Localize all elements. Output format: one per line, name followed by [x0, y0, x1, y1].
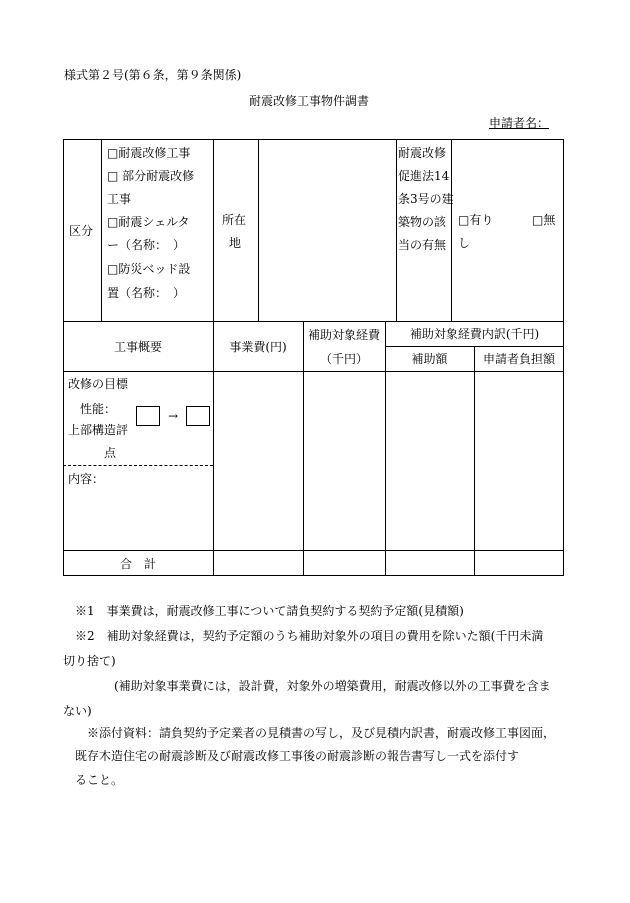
promotion-law-line4: 築物の該 — [398, 215, 447, 229]
note-1: ※1 事業費は，耐震改修工事について請負契約する契約予定額(見積額) — [75, 604, 464, 618]
arrow-icon: → — [168, 409, 179, 423]
score-before-box[interactable] — [136, 406, 160, 426]
checkbox-no[interactable]: □無 — [532, 213, 556, 227]
applicant-name-label: 申請者名： — [489, 116, 550, 130]
location-label-cont: 地 — [229, 236, 242, 250]
note-2-cont: 切り捨て) — [63, 654, 116, 668]
option-partial-retrofit-cont: 工事 — [107, 192, 132, 206]
checkbox-yes[interactable]: □有り — [458, 213, 494, 227]
col-divider — [451, 139, 452, 321]
option-disaster-bed-name: 置（名称： ） — [107, 286, 186, 300]
form-number: 様式第２号(第６条，第９条関係) — [64, 68, 242, 82]
header-subsidy-target: 補助対象経費 — [307, 328, 380, 342]
note-4-cont-2: ること。 — [75, 773, 124, 787]
note-4: ※添付資料：請負契約予定業者の見積書の写し，及び見積内訳書，耐震改修工事図面， — [87, 726, 556, 740]
header-applicant-burden: 申請者負担額 — [482, 352, 555, 366]
col-divider — [213, 139, 214, 576]
promotion-law-line5: 当の有無 — [398, 238, 447, 252]
note-2: ※2 補助対象経費は，契約予定額のうち補助対象外の項目の費用を除いた額(千円未満 — [75, 629, 544, 643]
note-3: (補助対象事業費には，設計費，対象外の増築費用，耐震改修以外の工事費を含ま — [114, 679, 551, 693]
note-4-cont: 既存木造住宅の耐震診断及び耐震改修工事後の耐震診断の報告書写し一式を添付す — [75, 749, 520, 763]
header-breakdown: 補助対象経費内訳(千円) — [409, 327, 540, 341]
header-work-summary: 工事概要 — [113, 340, 162, 354]
structure-score-label: 上部構造評 — [68, 423, 129, 437]
checkbox-no-cont: し — [458, 236, 471, 250]
row-divider — [63, 550, 564, 551]
total-label: 合 計 — [119, 557, 156, 571]
goal-label: 改修の目標 — [68, 377, 129, 391]
col-divider — [474, 346, 475, 576]
performance-label: 性能： — [80, 402, 117, 416]
option-seismic-shelter: □耐震シェルタ — [107, 215, 190, 229]
promotion-law-line3: 条3号の建 — [398, 192, 454, 206]
promotion-law-line1: 耐震改修 — [398, 146, 447, 160]
header-subsidy-target-unit: （千円） — [319, 352, 368, 366]
option-seismic-retrofit: □耐震改修工事 — [107, 146, 191, 160]
row-divider — [63, 321, 564, 322]
location-label: 所在 — [222, 213, 247, 227]
header-project-cost: 事業費(円) — [229, 340, 287, 354]
promotion-law-line2: 促進法14 — [398, 169, 450, 183]
col-divider — [396, 139, 397, 321]
option-partial-retrofit: □ 部分耐震改修 — [107, 169, 195, 183]
option-seismic-shelter-name: ー（名称： ） — [107, 238, 186, 252]
content-label: 内容： — [68, 472, 105, 486]
dashed-divider — [63, 465, 213, 466]
category-label: 区分 — [69, 224, 94, 238]
col-divider — [258, 139, 259, 321]
structure-score-label-cont: 点 — [104, 446, 117, 460]
note-3-cont: ない) — [63, 704, 92, 718]
score-after-box[interactable] — [186, 406, 210, 426]
row-divider — [63, 371, 564, 372]
page-title: 耐震改修工事物件調書 — [249, 94, 370, 108]
header-subsidy-amount: 補助額 — [411, 352, 448, 366]
col-divider — [101, 139, 102, 321]
option-disaster-bed: □防災ベッド設 — [107, 262, 191, 276]
